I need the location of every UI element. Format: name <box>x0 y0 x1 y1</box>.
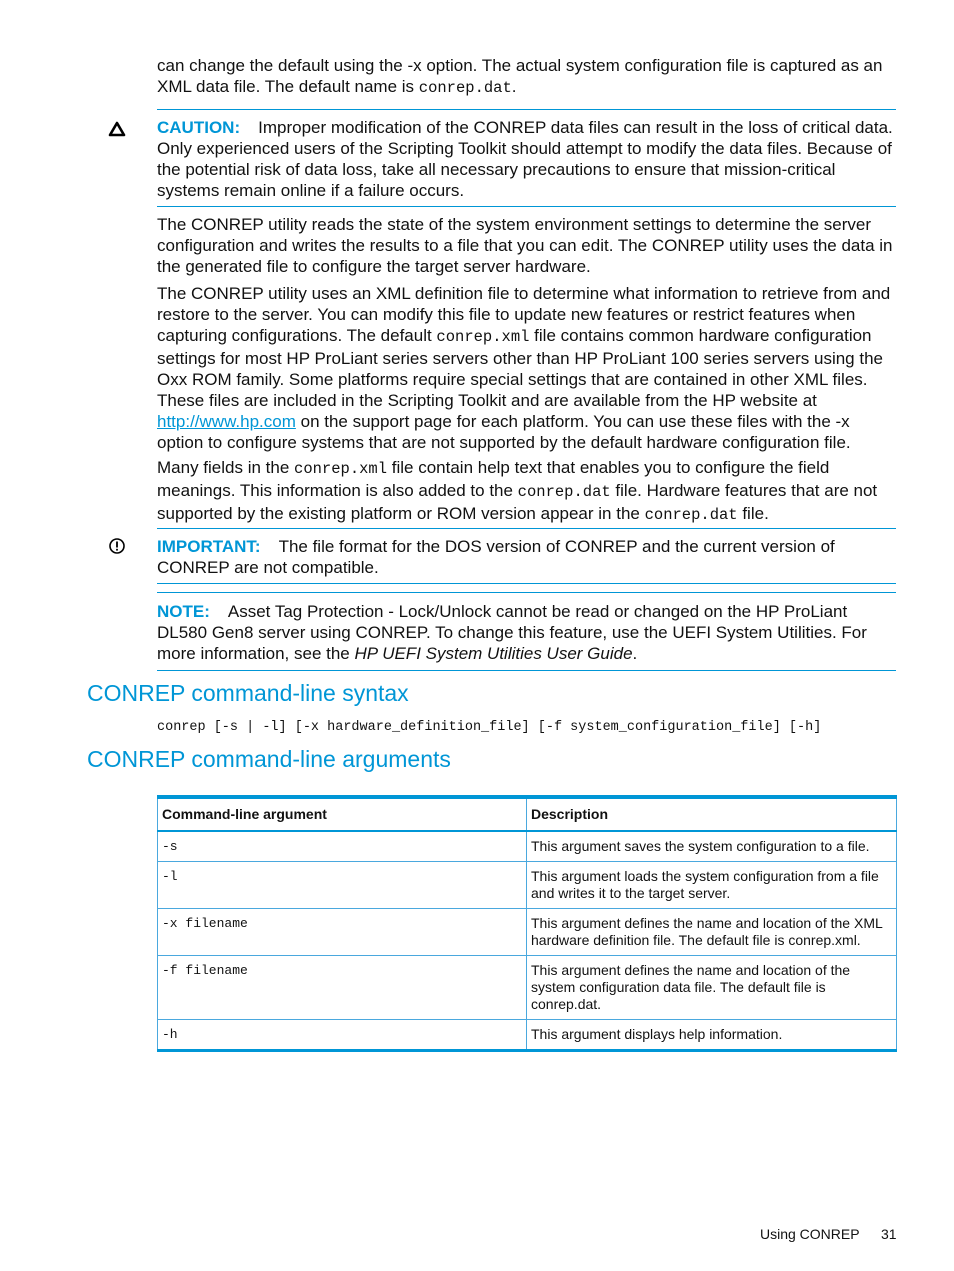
syntax-command: conrep [-s | -l] [-x hardware_definition_file] [-f system_configuration_file] [-h] <box>157 720 822 735</box>
description-cell: This argument displays help information. <box>527 1020 897 1051</box>
paragraph: The CONREP utility uses an XML definition file to determine what information to retrieve from and restore to the server. You can modify this file to update new features or restrict features when capturing configurations. The default conrep.xml file contains common hardware configuration settings for most HP ProLiant series servers other than HP ProLiant 100 series servers using the Oxx ROM family. Some platforms require special settings that are contained in other XML files. These files are included in the Scripting Toolkit and are available from the HP website at http://www.hp.com on the support page for each platform. You can use these files with the -x option to configure systems that are not supported by the default hardware configuration file. <box>157 284 891 452</box>
divider <box>157 109 896 110</box>
footer-section: Using CONREP <box>760 1226 860 1242</box>
divider <box>157 528 896 529</box>
divider <box>157 206 896 207</box>
argument-cell: -h <box>158 1020 527 1051</box>
argument-cell: -s <box>158 831 527 862</box>
paragraph: Many fields in the conrep.xml file contain help text that enables you to configure the field meanings. This information is also added to the conrep.dat file. Hardware features that are not supported by the existing platform or ROM version appear in the conrep.dat file. <box>157 458 878 524</box>
argument-cell: -l <box>158 862 527 909</box>
hp-website-link[interactable]: http://www.hp.com <box>157 412 296 431</box>
table-row <box>158 1020 897 1051</box>
important-exclamation-icon <box>108 537 126 555</box>
table-row <box>158 909 897 956</box>
description-cell: This argument saves the system configuration to a file. <box>527 831 897 862</box>
description-cell: This argument defines the name and location of the system configuration data file. The default file is conrep.dat. <box>527 956 897 1020</box>
arguments-table <box>157 795 897 1052</box>
argument-cell: -f filename <box>158 956 527 1020</box>
table-row <box>158 956 897 1020</box>
note-notice: NOTE: Asset Tag Protection - Lock/Unlock cannot be read or changed on the HP ProLiant DL580 Gen8 server using CONREP. To change this feature, use the UEFI System Utilities. For more information, see the HP UEFI System Utilities User Guide. <box>157 602 867 663</box>
divider <box>157 670 896 671</box>
syntax-heading: CONREP command-line syntax <box>87 680 409 706</box>
arguments-heading: CONREP command-line arguments <box>87 746 451 772</box>
paragraph: The CONREP utility reads the state of the system environment settings to determine the server configuration and writes the results to a file that you can edit. The CONREP utility uses the data in the generated file to configure the target server hardware. <box>157 215 893 276</box>
table-row <box>158 831 897 862</box>
important-notice: IMPORTANT: The file format for the DOS version of CONREP and the current version of CONREP are not compatible. <box>157 537 835 577</box>
argument-cell: -x filename <box>158 909 527 956</box>
description-cell: This argument defines the name and location of the XML hardware definition file. The default file is conrep.xml. <box>527 909 897 956</box>
table-row <box>158 862 897 909</box>
divider <box>157 592 896 593</box>
intro-paragraph: can change the default using the -x option. The actual system configuration file is captured as an XML data file. The default name is conrep.dat. <box>157 56 883 97</box>
column-header: Description <box>527 797 897 831</box>
caution-triangle-icon <box>108 120 126 138</box>
page-number: 31 <box>881 1226 897 1242</box>
column-header: Command-line argument <box>158 797 527 831</box>
description-cell: This argument loads the system configuration from a file and writes it to the target server. <box>527 862 897 909</box>
divider <box>157 583 896 584</box>
caution-notice: CAUTION: Improper modification of the CONREP data files can result in the loss of critical data. Only experienced users of the Scripting Toolkit should attempt to modify the data files. Because of the potential risk of data loss, take all necessary precautions to ensure that mission-critical systems remain online if a failure occurs. <box>157 118 893 200</box>
